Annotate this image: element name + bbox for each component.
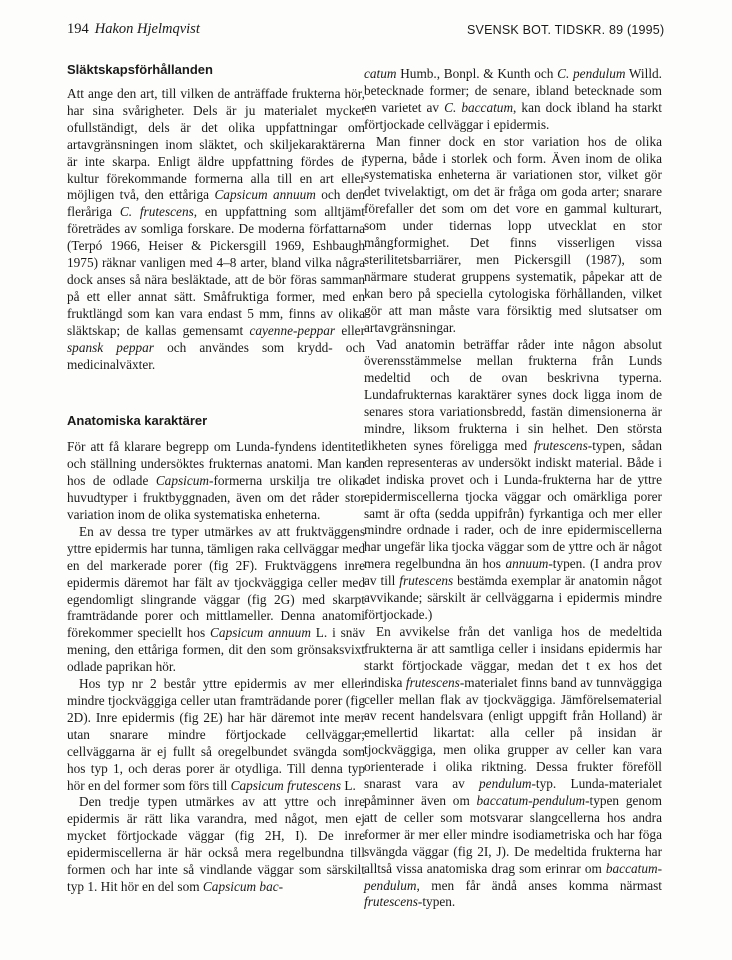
page-header-left xyxy=(67,21,200,38)
italic-term: catum xyxy=(364,66,397,81)
paragraph: Den tredje typen utmärkes av att yttre och inre epidermis är rätt lika varandra, med något, men ej mycket förtjockade väggar (fig 2H, I). De inre epidermiscellerna är här också mera regelbundna till formen och har inte så vindlande väggar som särskilt typ 1. Hit hör en del som Capsicum bac- xyxy=(67,794,365,894)
italic-term: C. baccatum xyxy=(444,99,514,115)
italic-term: frutescens xyxy=(533,437,588,453)
italic-term: baccatum-pendulum xyxy=(364,860,662,893)
italic-term: Capsicum annuum xyxy=(214,187,316,203)
italic-term: Capsicum frutescens xyxy=(230,777,342,793)
paragraph: Hos typ nr 2 består yttre epidermis av mer eller mindre tjockväggiga celler utan framträdande porer (fig 2D). Inre epidermis (fig 2E) har här däremot inte mer utan snarare mindre förtjockade cellväggar; cellväggarna är ej fullt så oregelbundet svängda som hos typ 1, och deras porer är otydliga. Till denna typ hör en del former som förs till Capsicum frutescens L. xyxy=(67,676,365,793)
italic-term: Capsicum annuum xyxy=(210,625,311,641)
journal-header: SVENSK BOT. TIDSKR. 89 (1995) xyxy=(467,23,665,37)
paragraph: Man finner dock en stor variation hos de olika typerna, både i storlek och form. Även inom de olika systematiska enheterna är variationen stor, vilket gör det tvivelaktigt, om det är fråga om goda arter; snarare förefaller det som om det vore en gammal kulturart, som under tidernas lopp utvecklat en stor mångformighet. Det finns visserligen vissa sterilitetsbarriärer, men Pickersgill (1987), som närmare studerat gruppens systematik, påpekar att de kan bero på speciella cytologiska förhållanden, vilket gör att man måste vara försiktig med slutsatser om artavgränsningar. xyxy=(364,133,662,335)
italic-term: spansk peppar xyxy=(67,339,154,355)
italic-term: C. frutescens xyxy=(119,204,194,220)
left-column xyxy=(67,62,365,896)
italic-term: cayenne-peppar xyxy=(249,322,336,338)
italic-term: frutescens xyxy=(364,894,418,910)
right-column xyxy=(364,66,662,911)
italic-term: frutescens xyxy=(405,674,460,690)
section-heading-anatomy: Anatomiska karaktärer xyxy=(67,413,208,429)
page-number: 194 xyxy=(67,21,89,37)
section-heading-kinship: Släktskapsförhållanden xyxy=(67,62,213,77)
italic-term: pendulum xyxy=(479,776,532,792)
paragraph: En avvikelse från det vanliga hos de medeltida frukterna är att samtliga celler i insidans epidermis har starkt förtjockade väggar, medan det t ex hos det indiska frutescens-materialet finns band av tunnväggiga celler mellan flak av tjockväggiga. Jämförelsematerial av recent handelsvara (enligt uppgift från Holland) är emellertid likartat: alla celler på insidan är tjockväggiga, men olika grupper av celler kan vara orienterade i olika riktning. Dessa frukter föreföll snarast vara av pendulum-typ. Lunda-materialet påminner även om baccatum-pendulum-typen genom att de celler som motsvarar slangcellerna hos andra former är mer eller mindre isodiametriska och har föga svängda väggar (fig 2I, J). De medeltida frukterna har alltså vissa anatomiska drag som erinrar om baccatum-pendulum, men får ändå anses komma närmast frutescens-typen. xyxy=(364,623,663,910)
italic-term: C. pendulum xyxy=(557,66,626,81)
italic-term: frutescens xyxy=(399,573,454,589)
running-author: Hakon Hjelmqvist xyxy=(94,21,200,37)
italic-term: baccatum-pendulum xyxy=(476,792,586,808)
paragraph: Att ange den art, till vilken de anträffade frukterna hör, har sina svårigheter. Dels är ju materialet mycket ofullständigt, dels är det olika uppfattningar om artavgränsningen inom släktet, och skiljekaraktärerna är inte skarpa. Enligt äldre uppfattning fördes de i kultur förekommande formerna alla till en art eller möjligen två, den ettåriga Capsicum annuum och den fleråriga C. frutescens, en uppfattning som alltjämt företrädes av somliga forskare. De moderna författarna (Terpó 1966, Heiser & Pickersgill 1969, Eshbaugh 1975) räknar vanligen med 4–8 arter, bland vilka några dock anses så nära besläktade, att de bör föras samman på ett eller annat sätt. Småfruktiga former, med en fruktlängd som kan vara endast 5 mm, finns av olika släktskap; de kallas gemensamt cayenne-peppar eller spansk peppar och användes som krydd- och medicinalväxter. xyxy=(67,86,366,372)
paragraph: En av dessa tre typer utmärkes av att fruktväggens yttre epidermis har tunna, tämligen raka cellväggar med en del markerade porer (fig 2F). Fruktväggens inre epidermis däremot har fält av tjockväggiga celler med egendomligt slingrande väggar (fig 2G) med skarpt framträdande porer och mittlameller. Denna anatomi förekommer speciellt hos Capsicum annuum L. i snäv mening, den ettåriga formen, dit den som grönsaksvixt odlade paprikan hör. xyxy=(67,523,365,675)
paragraph: catum Humb., Bonpl. & Kunth och C. pendulum Willd. betecknade former; de senare, ibland betecknade som en varietet av C. baccatum, kan dock ibland ha starkt förtjockade cellväggar i epidermis. xyxy=(364,66,662,132)
paragraph: Vad anatomin beträffar råder inte någon absolut överensstämmelse mellan frukterna från Lunds medeltid och de ovan beskrivna typerna. Lundafrukternas karaktärer synes dock ligga inom de senares stora variationsbredd, fastän dimensionerna är mindre, liksom frukterna i sin helhet. Den största likheten synes föreligga med frutescens-typen, sådan den representeras av undersökt indiskt material. Både i det indiska provet och i Lunda-frukterna har de yttre epidermiscellerna tjocka väggar och omärkliga porer samt är ofta (sedda uppifrån) fyrkantiga och mer eller mindre ordnade i rader, och de inre epidermiscellerna har ungefär lika tjocka väggar som de yttre och är något mera regelbundna än hos annuum-typen. (I andra prov av till frutescens bestämda exemplar är anatomin något avvikande; särskilt är cellväggarna i epidermis mindre förtjockade.) xyxy=(364,336,662,622)
italic-term: Capsicum bac- xyxy=(202,878,284,894)
paragraph: För att få klarare begrepp om Lunda-fyndens identitet och ställning undersöktes frukternas anatomi. Man kan hos de odlade Capsicum-formerna urskilja tre olika huvudtyper i fruktbyggnaden, även om det råder stor variation inom de olika systematiska enheterna. xyxy=(67,439,365,523)
italic-term: annuum xyxy=(505,556,549,572)
italic-term: Capsicum xyxy=(155,473,210,489)
